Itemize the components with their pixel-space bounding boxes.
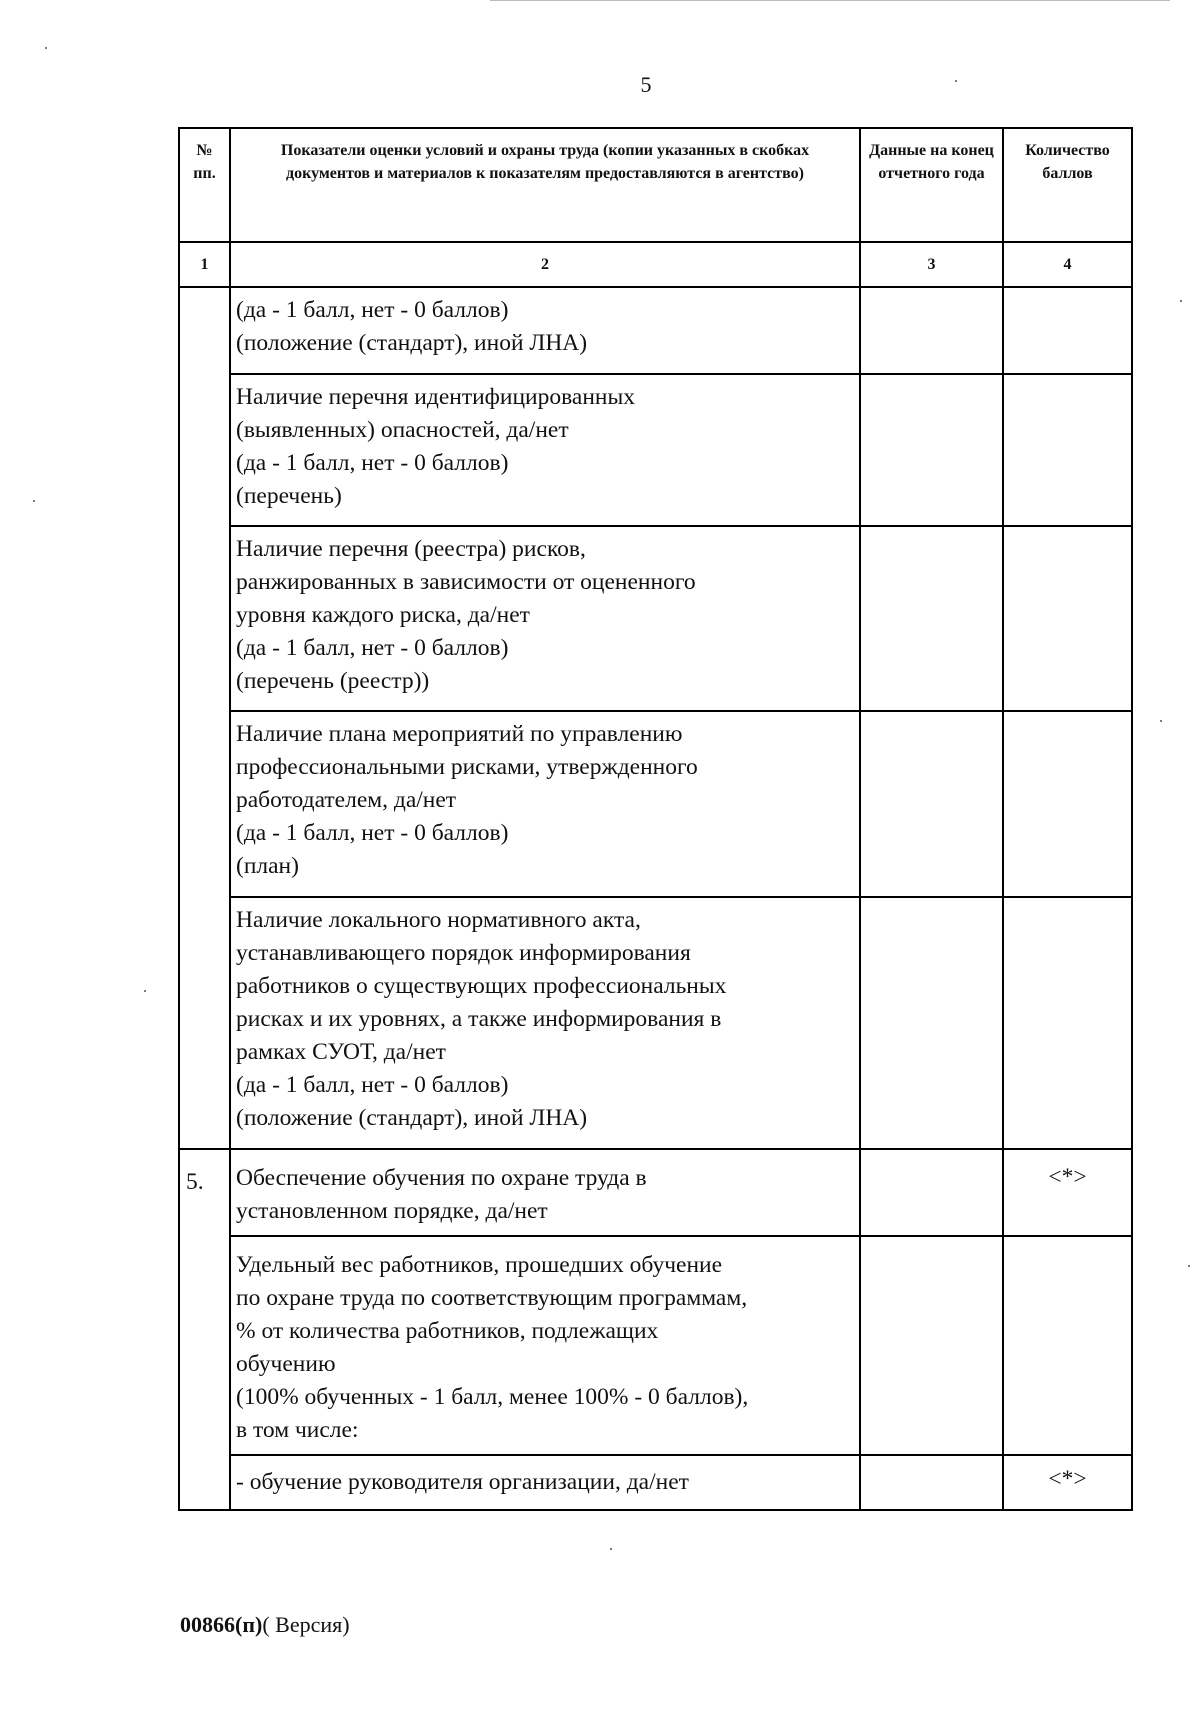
header-col3: Данные на конец отчетного года xyxy=(860,128,1003,242)
text-line: (положение (стандарт), иной ЛНА) xyxy=(236,330,588,356)
text-line: ранжированных в зависимости от оцененного xyxy=(236,569,696,595)
column-number: 4 xyxy=(1003,242,1132,287)
text-line: (перечень (реестр)) xyxy=(236,668,430,694)
text-line: работодателем, да/нет xyxy=(236,787,457,813)
assessment-table xyxy=(178,127,1133,1511)
text-line: профессиональными рисками, утвержденного xyxy=(236,754,698,780)
text-line: (100% обученных - 1 балл, менее 100% - 0 баллов), xyxy=(236,1384,749,1410)
text-line: (план) xyxy=(236,853,299,879)
text-line: уровня каждого риска, да/нет xyxy=(236,602,530,628)
score-cell xyxy=(1003,1236,1132,1455)
text-line: устанавливающего порядок информирования xyxy=(236,940,691,966)
text-line: (да - 1 балл, нет - 0 баллов) xyxy=(236,450,509,476)
header-col4: Количество баллов xyxy=(1003,128,1132,242)
page-number: 5 xyxy=(640,72,652,97)
table-row xyxy=(179,711,1132,897)
header-col2: Показатели оценки условий и охраны труда (копии указанных в скобках документов и материалов к показателям предоставляются в агентство) xyxy=(230,128,860,242)
scan-speck xyxy=(1188,1265,1190,1267)
data-cell xyxy=(860,526,1003,711)
text-line: в том числе: xyxy=(236,1417,359,1443)
text-line: рамках СУОТ, да/нет xyxy=(236,1039,446,1065)
data-cell xyxy=(860,1149,1003,1236)
table-row-section-5 xyxy=(179,1149,1132,1236)
data-cell xyxy=(860,1236,1003,1455)
data-cell xyxy=(860,897,1003,1149)
indicator-text xyxy=(230,526,860,711)
header-col1: № пп. xyxy=(179,128,230,242)
indicator-text xyxy=(230,897,860,1149)
scan-speck xyxy=(1160,720,1162,722)
table-row xyxy=(179,374,1132,526)
table-row xyxy=(179,1236,1132,1455)
text-line: (да - 1 балл, нет - 0 баллов) xyxy=(236,820,509,846)
score-cell: <*> xyxy=(1003,1455,1132,1510)
document-footer xyxy=(180,1612,350,1638)
indicator-text xyxy=(230,1455,860,1510)
column-number: 1 xyxy=(179,242,230,287)
row-number xyxy=(179,287,230,1149)
document-code: 00866(п) xyxy=(180,1612,263,1637)
text-line: Наличие плана мероприятий по управлению xyxy=(236,721,683,747)
text-line: обучению xyxy=(236,1351,336,1377)
score-cell xyxy=(1003,897,1132,1149)
table-row xyxy=(179,1455,1132,1510)
text-line: Наличие перечня (реестра) рисков, xyxy=(236,536,586,562)
version-label: ( Версия) xyxy=(262,1612,350,1637)
text-line: (да - 1 балл, нет - 0 баллов) xyxy=(236,1072,509,1098)
text-line: Обеспечение обучения по охране труда в xyxy=(236,1165,647,1191)
column-number: 3 xyxy=(860,242,1003,287)
data-cell xyxy=(860,287,1003,374)
scan-speck xyxy=(610,1548,612,1550)
score-cell: <*> xyxy=(1003,1149,1132,1236)
text-line: работников о существующих профессиональных xyxy=(236,973,727,999)
text-line: установленном порядке, да/нет xyxy=(236,1198,548,1224)
data-cell xyxy=(860,711,1003,897)
score-cell xyxy=(1003,374,1132,526)
score-cell xyxy=(1003,526,1132,711)
row-number: 5. xyxy=(179,1149,230,1510)
data-cell xyxy=(860,1455,1003,1510)
text-line: (перечень) xyxy=(236,483,342,509)
text-line: рисках и их уровнях, а также информирования в xyxy=(236,1006,722,1032)
text-line: (да - 1 балл, нет - 0 баллов) xyxy=(236,635,509,661)
table-row xyxy=(179,897,1132,1149)
table-row xyxy=(179,526,1132,711)
indicator-text xyxy=(230,711,860,897)
scan-speck xyxy=(1180,300,1182,302)
text-line: Наличие локального нормативного акта, xyxy=(236,907,641,933)
text-line: Удельный вес работников, прошедших обучение xyxy=(236,1252,723,1278)
text-line: по охране труда по соответствующим программам, xyxy=(236,1285,748,1311)
scan-edge-line xyxy=(490,0,1170,1)
scan-speck xyxy=(33,500,35,502)
text-line: (положение (стандарт), иной ЛНА) xyxy=(236,1105,588,1131)
scan-speck xyxy=(144,990,146,992)
data-cell xyxy=(860,374,1003,526)
indicator-text xyxy=(230,287,860,374)
indicator-text xyxy=(230,374,860,526)
column-number: 2 xyxy=(230,242,860,287)
column-numbers-row xyxy=(179,242,1132,287)
header-row xyxy=(179,128,1132,242)
text-line: (выявленных) опасностей, да/нет xyxy=(236,417,569,443)
table-row xyxy=(179,287,1132,374)
scan-speck xyxy=(45,47,47,49)
indicator-text xyxy=(230,1236,860,1455)
text-line: Наличие перечня идентифицированных xyxy=(236,384,636,410)
indicator-text xyxy=(230,1149,860,1236)
text-line: - обучение руководителя организации, да/нет xyxy=(236,1469,689,1495)
score-cell xyxy=(1003,711,1132,897)
text-line: % от количества работников, подлежащих xyxy=(236,1318,659,1344)
score-cell xyxy=(1003,287,1132,374)
text-line: (да - 1 балл, нет - 0 баллов) xyxy=(236,297,509,323)
